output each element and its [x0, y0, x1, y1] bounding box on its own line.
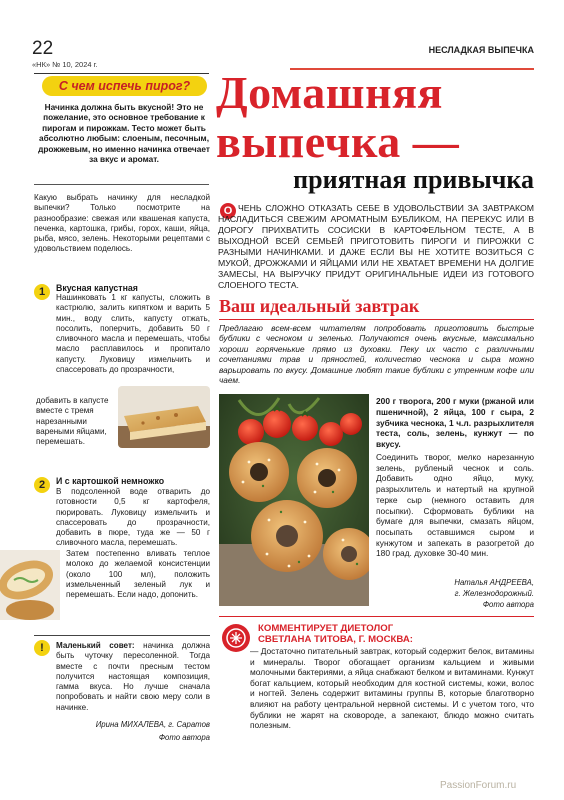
left-lead: Начинка должна быть вкусной! Это не пожелание, это основное требование к пирогам и пирожкам. Тесто может быть абсолютно любым: слоеным, песочным, дрожжевым, но именно начинка отвечает за вкус и аромат. [38, 102, 210, 165]
tip-mark: ! [34, 640, 50, 656]
method: Соединить творог, мелко нарезанную зелень, рубленый чеснок и соль. Добавить одно яйцо, муку, разрыхлитель и натертый на крупной терке сыр (немного оставить для посыпки). Сформовать бублики на бумаге для выпечки, смазать яйцом, посыпать оставшимся сыром и кунжутом и запекать в разогретой до 180 град. духовке 30-40 мин. [376, 452, 534, 559]
recipe-intro: Предлагаю всем-всем читателям попробовать приготовить быстрые бублики с чесноком и зеленью. Получаются очень вкусные, максимально хороши горяченькие прямо из духовки. Пеку их часто с различными сочетаниями трав и пряностей, количество чеснока и сыра можно варьировать по вкусу. Домашние любят такие бублики с утренним кофе или чаем. [219, 323, 534, 386]
article-subtitle: приятная привычка [293, 165, 534, 194]
article-photo-credit: Фото автора [482, 600, 534, 609]
comment-text: — Достаточно питательный завтрак, который содержит белок, витамины и минералы. Творог обогащает организм кальцием и живыми молочными бактериями, а яйца снабжают белком и витаминами. Кунжут богат кальцием, который необходим для костной системы, кожи, волос и ногтей. Зелень содержит витамины группы В, которые благотворно влияют на работу центральной нервной системы. И с учетом того, что бублики не жарят на сковороде, а запекают, блюдо можно считать полезным. [250, 646, 534, 731]
recipe-heading: Ваш идеальный завтрак [219, 296, 420, 316]
article-intro: ЧЕНЬ СЛОЖНО ОТКАЗАТЬ СЕБЕ В УДОВОЛЬСТВИИ ЗА ЗАВТРАКОМ НАСЛАДИТЬСЯ СВЕЖИМ АРОМАТНЫМ БУБЛИКОМ, НА ПЕРЕКУС ИЛИ В ДОРОГУ ПРИХВАТИТЬ СОСИСКИ В КАРТОФЕЛЬНОМ ТЕСТЕ, А В ВЫХОДНОЙ ВСЕЙ СЕМЬЕЙ ПРИГОТОВИТЬ ПИРОГИ И ПИРОЖКИ С РАЗНЫМИ НАЧИНКАМИ. И ДАЖЕ ЕСЛИ ВЫ НЕ ХОТИТЕ ВОЗИТЬСЯ С МУКОЙ, ДРОЖЖАМИ И ЯЙЦАМИ ИЛИ НЕ ХВАТАЕТ ВРЕМЕНИ НА ДОЛГИЕ ЗАМЕСЫ, НА ВЫРУЧКУ ПРИДУТ ОРИГИНАЛЬНЫЕ ИДЕИ ИЗ ГОТОВОГО СЛОЕНОГО ТЕСТА. [218, 203, 534, 290]
issue-label: «НК» № 10, 2024 г. [32, 60, 98, 69]
recipe1-text-b: добавить в капусте вместе с тремя нарезанными вареными яйцами, перемешать. [36, 396, 109, 447]
left-top-rule [34, 73, 209, 74]
left-banner: С чем испечь пирог? [42, 76, 207, 96]
comment-icon [222, 624, 250, 652]
recipe2-number: 2 [34, 477, 50, 493]
drop-cap: О [220, 203, 236, 219]
recipe2-text-b: Затем постепенно вливать теплое молоко до желаемой консистенции (около 100 мл), положить измельченный зеленый лук и перемешать. Если надо, допонить. [66, 549, 210, 600]
article-author-city: г. Железнодорожный. [454, 589, 534, 598]
watermark: PassionForum.ru [440, 780, 517, 791]
left-divider [34, 184, 209, 185]
recipe-heading-rule [219, 319, 534, 320]
left-photo-credit: Фото автора [158, 733, 210, 742]
tip-rule [34, 635, 210, 636]
tip-title: Маленький совет: [56, 641, 135, 650]
left-intro: Какую выбрать начинку для несладкой выпечки? Только посмотрите на разнообразие: свежая или квашеная капуста, печенка, картошка, грибы, горох, каши, яйца, рыба, мясо, зелень. Некоторыми рецептами с удовольствием поделюсь. [34, 193, 210, 254]
recipe2-title: И с картошкой немножко [56, 476, 165, 486]
article-title-line1: Домашняя [216, 67, 443, 118]
comment-title-line1: КОММЕНТИРУЕТ ДИЕТОЛОГ [258, 623, 394, 634]
tip-body: начинка должна быть чуточку пересоленной. Тогда вместе с почти пресным тестом получится настоящая композиция, гамма вкуса. Но лучше сначала попробовать и найти свою меру соли в начинке. [56, 641, 210, 712]
recipe1-number: 1 [34, 284, 50, 300]
recipe1-text-a: Нашинковать 1 кг капусты, сложить в кастрюлю, залить кипятком и варить 5 мин., воду слить, капусту отжать, посолить, поперчить, добавить 50 г сливочного масла и перемешать, чтобы масло расплавилось и пропитало капусту. Луковицу измельчить и спассеровать до прозрачности, [56, 293, 210, 375]
article-title-line2: выпечка — [216, 116, 460, 167]
bagels-photo [219, 394, 369, 606]
comment-title-line2: СВЕТЛАНА ТИТОВА, Г. МОСКВА: [258, 634, 413, 645]
ingredients: 200 г творога, 200 г муки (ржаной или пшеничной), 2 яйца, 100 г сыра, 2 зубчика чеснока, 1 ч.л. разрыхлителя теста, соль, зелень, кунжут — по вкусу. [376, 396, 534, 450]
recipe2-text-a: В подсоленной воде отварить до готовности 0,5 кг картофеля, пюрировать. Луковицу измельчить и спассеровать до прозрачности, добавить в пюре, туда же — 50 г сливочного масла, перемешать. [56, 487, 210, 548]
pie-photo [118, 386, 210, 448]
left-author: Ирина МИХАЛЕВА, г. Саратов [95, 720, 210, 729]
article-author-name: Наталья АНДРЕЕВА, [454, 578, 534, 587]
section-label: НЕСЛАДКАЯ ВЫПЕЧКА [428, 45, 534, 55]
comment-rule [219, 616, 534, 617]
recipe1-title: Вкусная капустная [56, 283, 138, 293]
page-number: 22 [32, 38, 54, 59]
pirozhki-photo [0, 550, 60, 620]
tip-text [56, 641, 210, 713]
